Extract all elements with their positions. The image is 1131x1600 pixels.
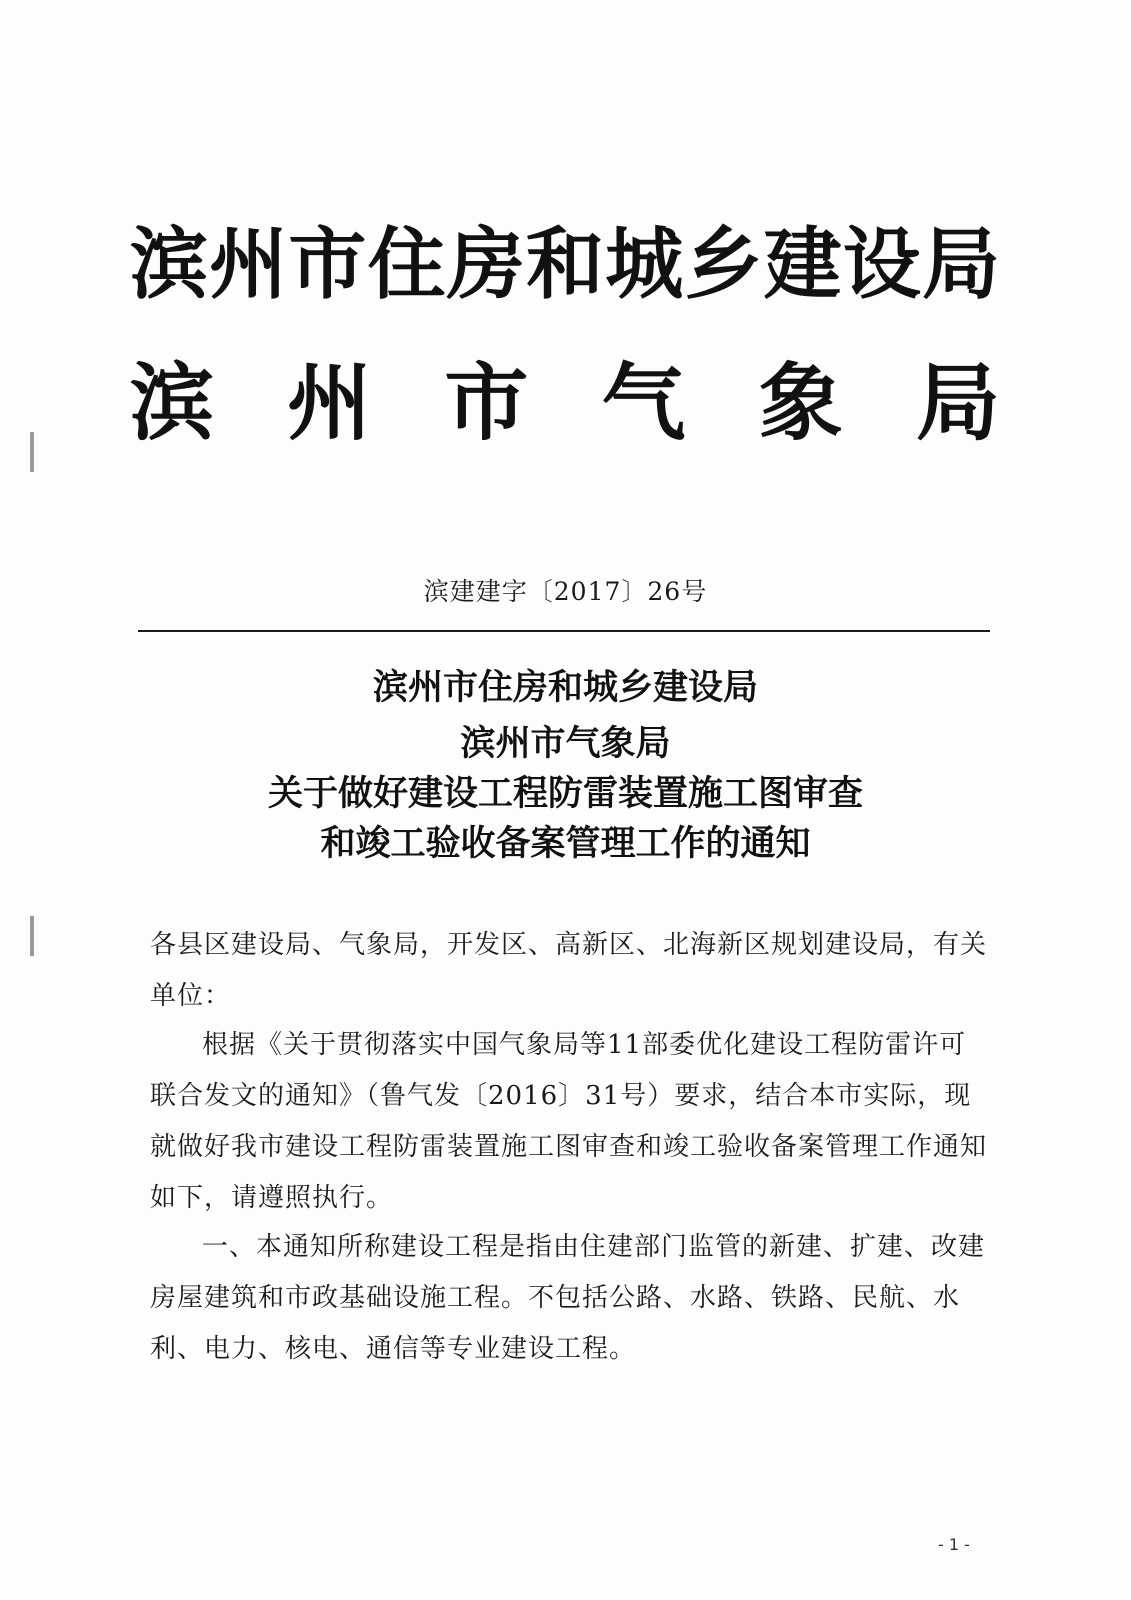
issuing-agency-header: 滨州市气象局 — [130, 354, 1000, 452]
document-title-line: 关于做好建设工程防雷装置施工图审查 — [267, 774, 863, 814]
document-title-line: 滨州市住房和城乡建设局 — [372, 668, 758, 708]
binding-mark — [30, 916, 34, 956]
salutation: 各县区建设局、气象局，开发区、高新区、北海新区规划建设局，有关单位： — [150, 930, 988, 1011]
body-paragraph: 根据《关于贯彻落实中国气象局等11部委优化建设工程防雷许可联合发文的通知》（鲁气发〔2016〕31号）要求，结合本市实际，现就做好我市建设工程防雷装置施工图审查和竣工验收备案管理工作通知如下，请遵照执行。 — [150, 1030, 988, 1213]
document-title-line: 和竣工验收备案管理工作的通知 — [320, 824, 811, 864]
body-paragraph: 一、本通知所称建设工程是指由住建部门监管的新建、扩建、改建房屋建筑和市政基础设施工程。不包括公路、水路、铁路、民航、水利、电力、核电、通信等专业建设工程。 — [150, 1232, 986, 1364]
issuing-agency-header: 滨州市住房和城乡建设局 — [130, 220, 1000, 310]
page-number: - 1 - — [938, 1535, 970, 1554]
document-number: 滨建建字〔2017〕26号 — [423, 577, 708, 606]
document-title-line: 滨州市气象局 — [460, 724, 671, 764]
header-divider — [138, 630, 990, 632]
binding-mark — [30, 432, 34, 472]
